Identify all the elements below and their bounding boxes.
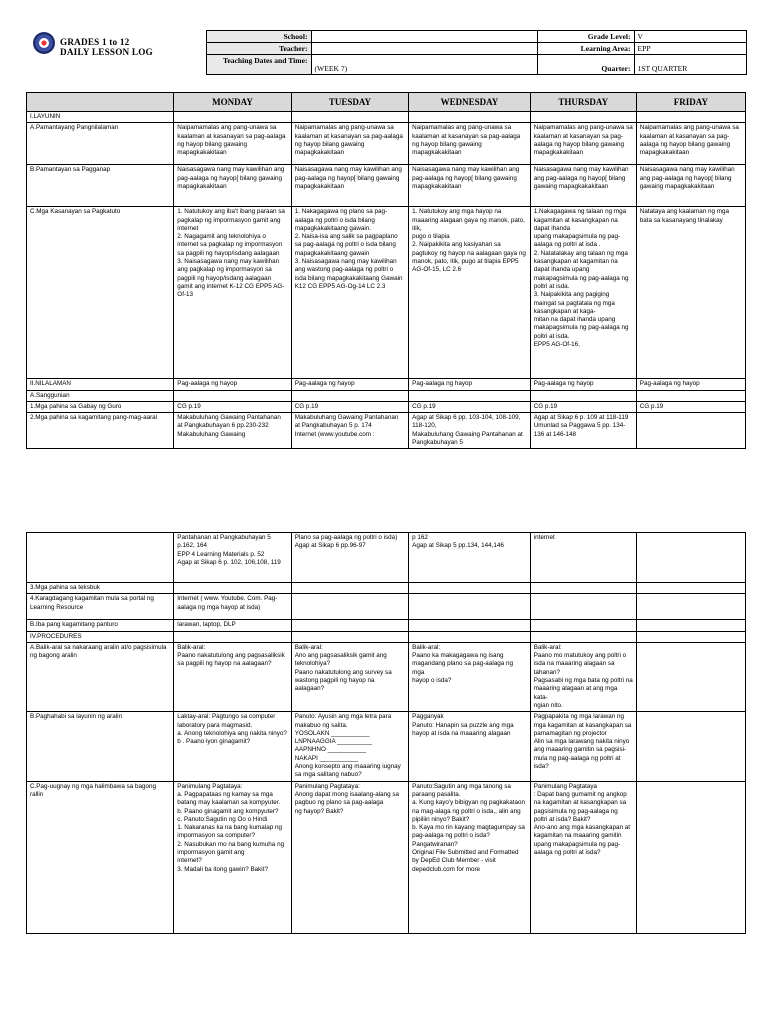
day-friday: FRIDAY <box>636 93 745 112</box>
day-cell <box>530 620 636 631</box>
table-row <box>27 112 746 123</box>
day-cell <box>636 620 745 631</box>
day-cell: Pag-aalaga ng hayop <box>530 379 636 390</box>
day-cell: Pantahanan at Pangkabuhayan 5 p.162, 164 EPP 4 Learning Materials p. 52 Agap at Sikap 6 p. 102, 106,108, 119 <box>174 533 291 583</box>
corner-cell <box>27 93 174 112</box>
row-label: I.LAYUNIN <box>27 112 174 123</box>
day-cell: 1. Nakagagawa ng plano sa pag-aalaga ng poltri o isda bilang mapagkakakitaang gawain. 2. Naisa-isa ang salik sa pagpaplano sa pag-aalaga ng poltri o isda bilang mapagkakakitaang gawain 3. Naisasagawa nang may kawilihan ang wastong pag-aalaga ng poltri o isda bilang mapagkakakitaang Gawain K12 CG EPP5 AG-Og-14 LC 2.3 <box>291 207 408 379</box>
day-cell: 1. Natutukoy ang iba't ibang paraan sa pagkalap ng impormasyon gamit ang internet 2. Nagagamit ang teknolohiya o internet sa pagkalap ng impormasyon sa pagpili ng hayop/isdang aalagaan 3. Naisasagawa nang may kawilihan ang pagkalap ng impormasyon sa pagpili ng hayop/isdang aalagaan gamit ang internet K-12 CG EPP5 AG-Of-13 <box>174 207 291 379</box>
day-cell: Makabuluhang Gawaing Pantahanan at Pangkabuhayan 6 pp.230-232 Makabuluhang Gawaing <box>174 413 291 449</box>
table-row <box>27 413 746 449</box>
day-cell: Panimulang Pagtataya : Dapat bang gumamit ng angkop na kagamitan at kasangkapan sa pagsisimula ng pag-aalaga ng poltri at isda? Bakit? Ano-ano ang mga kasangkapan at kagamitan na maaaring gamitin upang makapagsimula ng pag-aalaga ng poltri at isda? <box>530 781 636 933</box>
row-label: II.NILALAMAN <box>27 379 174 390</box>
table-row <box>27 379 746 390</box>
day-cell <box>530 112 636 123</box>
day-cell <box>636 642 745 711</box>
day-monday: MONDAY <box>174 93 291 112</box>
day-cell <box>636 583 745 594</box>
day-cell <box>291 390 408 401</box>
day-cell <box>291 631 408 642</box>
quarter-label: Quarter: <box>537 55 634 75</box>
table-row <box>27 401 746 412</box>
dates-label: Teaching Dates and Time: <box>206 55 311 75</box>
teacher-label: Teacher: <box>206 43 311 55</box>
learning-area-value: EPP <box>634 43 746 55</box>
lesson-log-table-page-2 <box>26 532 746 934</box>
day-cell <box>530 390 636 401</box>
day-wednesday: WEDNESDAY <box>409 93 531 112</box>
day-cell: CG p.19 <box>530 401 636 412</box>
row-label: 2.Mga pahina sa kagamitang pang-mag-aaral <box>27 413 174 449</box>
day-cell: p 162 Agap at Sikap 5 pp.134, 144,146 <box>409 533 531 583</box>
table-row <box>27 594 746 620</box>
row-label: A.Balik-aral sa nakaraang aralin at/o pagsisimula ng bagong aralin <box>27 642 174 711</box>
day-cell: Pagpapakita ng mga larawan ng mga kagamitan at kasangkapan sa pamamagitan ng projector Alin sa mga larawang nakita ninyo ang maaaring gamitin sa pagsisi- mula ng pag-aalaga ng poltri at isda? <box>530 712 636 781</box>
row-label <box>27 533 174 583</box>
row-label: C.Pag-uugnay ng mga halimbawa sa bagong rallin <box>27 781 174 933</box>
table-row <box>27 712 746 781</box>
day-cell: Agap at Sikap 6 pp. 103-104, 108-109, 118-120, Makabuluhang Gawaing Pantahanan at Pangkabuhayan 5 <box>409 413 531 449</box>
day-cell <box>174 112 291 123</box>
row-label: B.Paghahabi sa layunin ng aralin <box>27 712 174 781</box>
day-cell: Plano sa pag-aalaga ng poltri o isda) Agap at Sikap 6 pp.96-97 <box>291 533 408 583</box>
row-label: A.Pamantayang Pangnilalaman <box>27 123 174 165</box>
table-row <box>27 620 746 631</box>
day-cell <box>291 112 408 123</box>
school-value <box>311 31 537 43</box>
day-cell <box>530 631 636 642</box>
day-cell: Panimulang Pagtataya: Anong dapat mong isaalang-alang sa pagbuo ng plano sa pag-aalaga ng hayop? Bakit? <box>291 781 408 933</box>
day-cell <box>409 583 531 594</box>
day-cell <box>636 533 745 583</box>
brand-line-1: GRADES 1 to 12 <box>60 37 130 47</box>
row-label: C.Mga Kasanayan sa Pagkatuto <box>27 207 174 379</box>
day-cell: CG p.19 <box>174 401 291 412</box>
day-cell <box>636 390 745 401</box>
day-cell: Naipamamalas ang pang-unawa sa kaalaman at kasanayan sa pag-aalaga ng hayop bilang gawaing mapagkakakitaan <box>636 123 745 165</box>
day-cell: Naisasagawa nang may kawilihan ang pag-aalaga ng hayop[ bilang gawaing mapagkakakitaan <box>291 165 408 207</box>
day-cell <box>530 583 636 594</box>
day-tuesday: TUESDAY <box>291 93 408 112</box>
day-cell <box>636 112 745 123</box>
day-cell <box>636 594 745 620</box>
day-cell: CG p.19 <box>409 401 531 412</box>
day-cell: Balik-aral: Paano ka makagagawa ng isang magandang plano sa pag-aalaga ng mga hayop o isda? <box>409 642 531 711</box>
day-cell: Naisasagawa nang may kawilihan ang pag-aalaga ng hayop[ bilang gawaing mapagkakakitaan <box>174 165 291 207</box>
day-cell <box>409 112 531 123</box>
day-cell <box>636 631 745 642</box>
day-cell <box>636 712 745 781</box>
logo-cell <box>26 31 206 75</box>
day-header-row <box>27 93 746 112</box>
table-row <box>27 583 746 594</box>
day-cell <box>409 631 531 642</box>
day-cell <box>409 620 531 631</box>
table-row <box>27 642 746 711</box>
table-row <box>27 533 746 583</box>
row-label: 1.Mga pahina sa Gabay ng Guro <box>27 401 174 412</box>
table-row <box>27 390 746 401</box>
table-row <box>27 781 746 933</box>
learning-area-label: Learning Area: <box>537 43 634 55</box>
day-cell: Pagganyak Panuto: Hanapin sa puzzle ang mga hayop at isda na maaaring alagaan <box>409 712 531 781</box>
day-cell: 1.Nakagagawa ng talaan ng mga kagamitan at kasangkapan na dapat ihanda upang makapagsimula ng pag-aalaga ng poltri at isda . 2. Natatalakay ang talaan ng mga kasangkapan at kagamitan na dapat ihanda upang makapagsimula ng pag-aalaga ng poltri at isda. 3. Naipakikita ang pagiging maingat sa pagtatala ng mga kasangkapan at kaga- mitan na dapat ihanda upang makapagsimula ng pag-aalaga ng poltri at isda. EPP5 AG-Of-16, <box>530 207 636 379</box>
day-cell: Natataya ang kaalaman ng mga bata sa kasanayang tinalakay <box>636 207 745 379</box>
day-cell <box>636 413 745 449</box>
day-cell: Naisasagawa nang may kawilihan ang pag-aalaga ng hayop[ bilang gawaing mapagkakakitaan <box>409 165 531 207</box>
day-cell: Pag-aalaga ng hayop <box>636 379 745 390</box>
day-thursday: THURSDAY <box>530 93 636 112</box>
day-cell: Panuto: Ayusin ang mga letra para makabuo ng salita. YOSOLAKN ___________ LNPNAAGGIA __________ AAPNHNO ___________ NAKAPI ___________ Anong konsepto ang maaaring iugnay sa mga salitang nabuo? <box>291 712 408 781</box>
school-label: School: <box>206 31 311 43</box>
day-cell: Makabuluhang Gawaing Pantahanan at Pangkabuhayan 5 p. 174 Internet (www.youtube.com : <box>291 413 408 449</box>
day-cell: Naipamamalas ang pang-unawa sa kaalaman at kasanayan sa pag-aalaga ng hayop bilang gawaing mapagkakakitaan <box>409 123 531 165</box>
day-cell <box>291 594 408 620</box>
row-label: 3.Mga pahina sa teksbuk <box>27 583 174 594</box>
day-cell <box>636 781 745 933</box>
day-cell <box>174 583 291 594</box>
row-label: B.Pamantayan sa Pagganap <box>27 165 174 207</box>
teacher-value <box>311 43 537 55</box>
day-cell: Internet ( www. Youtube. Com. Pag-aalaga ng mga hayop at isda) <box>174 594 291 620</box>
grade-level-label: Grade Level: <box>537 31 634 43</box>
day-cell <box>409 594 531 620</box>
day-cell: CG p.19 <box>291 401 408 412</box>
day-cell: 1. Natutukoy ang mga hayop na maaaring alagaan gaya ng manok, pato, itik, pugo o tilapia 2. Naipakikita ang kasiyahan sa pagtukoy ng hayop na aalagaan gaya ng manok, pato, itik, pugo at tilapia EPP5 AG-Of-15, LC 2.6 <box>409 207 531 379</box>
day-cell: Balik-aral: Paano nakatutulong ang pagsasaliksik sa pagpili ng hayop na aalagaan? <box>174 642 291 711</box>
row-label: B.Iba pang kagamitang panturo <box>27 620 174 631</box>
day-cell <box>530 594 636 620</box>
day-cell: Balik-aral: Paano mo matutukoy ang poltri o isda na maaaring alagaan sa tahanan? Pagsasabi ng mga bata ng poltri na maaaring alagaan at ang mga kata- ngian nito. <box>530 642 636 711</box>
lesson-rows-page-2 <box>27 533 746 934</box>
row-label: 4.Karagdagang kagamitan mula sa portal ng Learning Resource <box>27 594 174 620</box>
day-cell: Pag-aalaga ng hayop <box>291 379 408 390</box>
day-cell: Naisasagawa nang may kawilihan ang pag-aalaga ng hayop[ bilang gawaing mapagkakakitaan <box>636 165 745 207</box>
header-info-table <box>26 30 747 75</box>
table-row <box>27 207 746 379</box>
day-cell: Naipamamalas ang pang-unawa sa kaalaman at kasanayan sa pag-aalaga ng hayop bilang gawaing mapagkakakitaan <box>530 123 636 165</box>
grade-level-value: V <box>634 31 746 43</box>
row-label: IV.PROCEDURES <box>27 631 174 642</box>
brand-line-2: DAILY LESSON LOG <box>60 47 153 57</box>
day-cell: Naipamamalas ang pang-unawa sa kaalaman at kasanayan sa pag-aalaga ng hayop bilang gawaing mapagkakakitaan <box>291 123 408 165</box>
row-label: A.Sanggunian <box>27 390 174 401</box>
day-cell: Pag-aalaga ng hayop <box>409 379 531 390</box>
day-cell: larawan, laptop, DLP <box>174 620 291 631</box>
quarter-value: 1ST QUARTER <box>634 55 746 75</box>
day-cell <box>409 390 531 401</box>
day-cell <box>291 620 408 631</box>
day-cell: Agap at Sikap 6 p. 109 at 118-119 Umunlad sa Paggawa 5 pp. 134-136 at 146-148 <box>530 413 636 449</box>
lesson-log-table-page-1 <box>26 92 746 449</box>
table-row <box>27 123 746 165</box>
lesson-rows-page-1 <box>27 112 746 449</box>
day-cell: Panuto:Sagutin ang mga tanong sa paraang pasalita. a. Kung kayo'y bibigyan ng pagkakataon na mag-alaga ng poltri o isda,, alin ang pipiliin ninyo? Bakit? b. Kaya mo rin kayang magtagumpay sa pag-aalaga ng poltri o isda? Pangatwiranan? Original File Submitted and Formatted by DepEd Club Member - visit depedclub.com for more <box>409 781 531 933</box>
dates-value: (WEEK 7) <box>311 55 537 75</box>
day-cell: internet <box>530 533 636 583</box>
day-cell: Naipamamalas ang pang-unawa sa kaalaman at kasanayan sa pag-aalaga ng hayop bilang gawaing mapagkakakitaan <box>174 123 291 165</box>
day-cell <box>291 583 408 594</box>
table-row <box>27 631 746 642</box>
table-row <box>27 165 746 207</box>
day-cell: Pag-aalaga ng hayop <box>174 379 291 390</box>
day-cell: Panimulang Pagtataya: a. Pagpapataas ng kamay sa mga batang may kaalaman sa kompyuter. b. Paano ginagamit ang kompyuter? c. Panuto:Sagutin ng Oo o Hindi 1. Nakaranas ka na bang kumalap ng impormasyon sa computer? 2. Nasubukan mo na bang kumuha ng impormasyon gamit ang internet? 3. Madali ba itong gawin? Bakit? <box>174 781 291 933</box>
day-cell <box>174 631 291 642</box>
day-cell <box>174 390 291 401</box>
day-cell: Laktay-aral: Pagtungo sa computer laboratory para magmasid. a. Anong teknolohiya ang nakita ninyo? b . Paano iyon ginagamit? <box>174 712 291 781</box>
day-cell: Balik-aral: Ano ang pagsasaliksik gamit ang teknolohiya? Paano nakatutulong ang survey sa wastong pagpili ng hayop na aalagaan? <box>291 642 408 711</box>
day-cell: CG p.19 <box>636 401 745 412</box>
day-cell: Naisasagawa nang may kawilihan ang pag-aalaga ng hayop[ bilang gawaing mapagkakakitaan <box>530 165 636 207</box>
